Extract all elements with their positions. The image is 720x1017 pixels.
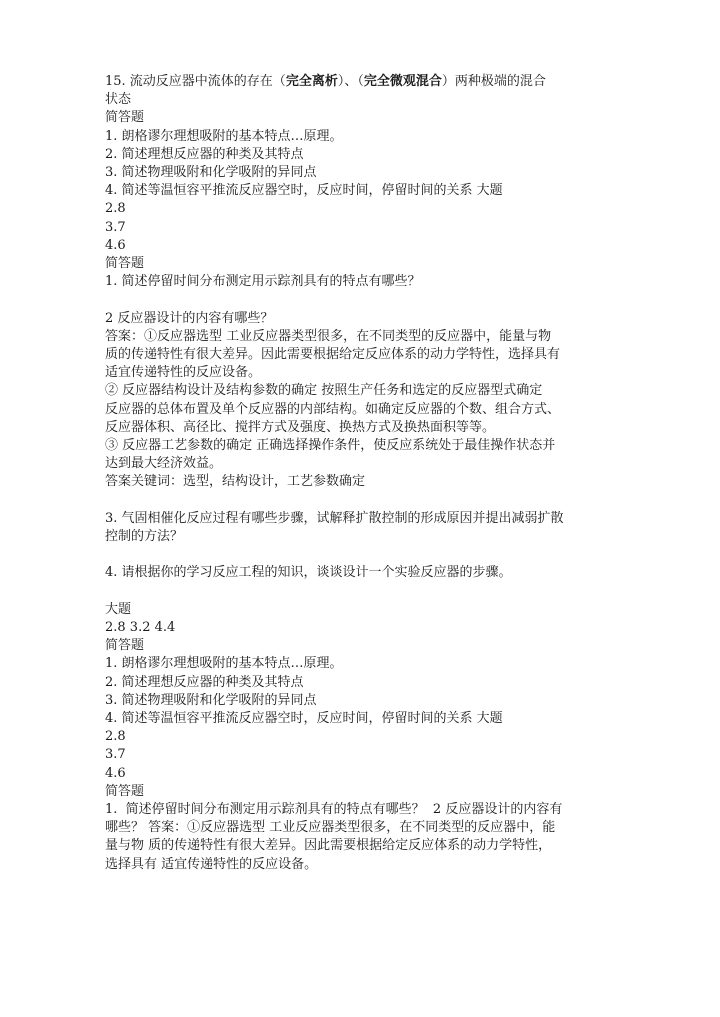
- blank-line: [105, 291, 620, 309]
- answer-line: 反应器体积、高径比、搅拌方式及强度、换热方式及换热面积等等。: [105, 419, 496, 435]
- list-item: 2. 简述理想反应器的种类及其特点: [105, 146, 304, 162]
- paragraph-line: 哪些？ 答案：①反应器选型 工业反应器类型很多，在不同类型的反应器中，能: [105, 820, 556, 836]
- document-body: [105, 73, 620, 874]
- list-item: 3. 简述物理吸附和化学吸附的异同点: [105, 165, 317, 181]
- list-item: 1. 朗格谬尔理想吸附的基本特点…原理。: [105, 128, 343, 144]
- section-heading: 简答题: [105, 638, 145, 654]
- list-item: 1. 朗格谬尔理想吸附的基本特点…原理。: [105, 656, 343, 672]
- paragraph-line: 选择具有 适宜传递特性的反应设备。: [105, 856, 318, 872]
- blank-line: [105, 583, 620, 601]
- list-item: 4. 简述等温恒容平推流反应器空时，反应时间，停留时间的关系 大题: [105, 183, 503, 199]
- list-item: 3. 简述物理吸附和化学吸附的异同点: [105, 692, 317, 708]
- blank-line: [105, 546, 620, 564]
- question-1: 1. 简述停留时间分布测定用示踪剂具有的特点有哪些？: [105, 274, 421, 290]
- question-3-cont: 控制的方法？: [105, 529, 184, 545]
- list-item: 2. 简述理想反应器的种类及其特点: [105, 674, 304, 690]
- answer-line: 质的传递特性有很大差异。因此需要根据给定反应体系的动力学特性，选择具有: [105, 347, 561, 363]
- number-line: 2.8 3.2 4.4: [105, 620, 176, 636]
- paragraph-line: 量与物 质的传递特性有很大差异。因此需要根据给定反应体系的动力学特性，: [105, 838, 552, 854]
- answer-line: 适宜传递特性的反应设备。: [105, 365, 262, 381]
- number-line: 3.7: [105, 219, 126, 235]
- answer-line: 达到最大经济效益。: [105, 456, 223, 472]
- question-4: 4. 请根据你的学习反应工程的知识，谈谈设计一个实验反应器的步骤。: [105, 565, 512, 581]
- q15-bold-2: 完全微观混合: [363, 74, 442, 89]
- q15-cont: 状态: [105, 92, 132, 108]
- number-line: 3.7: [105, 747, 126, 763]
- section-heading: 简答题: [105, 783, 145, 799]
- question-3: 3. 气固相催化反应过程有哪些步骤，试解释扩散控制的形成原因并提出减弱扩散: [105, 510, 564, 526]
- number-line: 2.8: [105, 729, 126, 745]
- question-2: 2 反应器设计的内容有哪些？: [105, 310, 274, 326]
- number-line: 4.6: [105, 237, 126, 253]
- section-heading: 简答题: [105, 256, 145, 272]
- answer-line: 答案：①反应器选型 工业反应器类型很多，在不同类型的反应器中，能量与物: [105, 328, 552, 344]
- q15-bold-1: 完全离析: [285, 74, 338, 89]
- q15-line: 15. 流动反应器中流体的存在（完全离析）、（完全微观混合）两种极端的混合: [105, 74, 546, 89]
- paragraph-line: 1. 简述停留时间分布测定用示踪剂具有的特点有哪些？ 2 反应器设计的内容有: [105, 802, 563, 818]
- blank-line: [105, 492, 620, 510]
- section-heading: 大题: [105, 601, 132, 617]
- list-item: 4. 简述等温恒容平推流反应器空时，反应时间，停留时间的关系 大题: [105, 711, 503, 727]
- answer-line: ③ 反应器工艺参数的确定 正确选择操作条件，使反应系统处于最佳操作状态并: [105, 438, 556, 454]
- answer-line: ② 反应器结构设计及结构参数的确定 按照生产任务和选定的反应器型式确定: [105, 383, 543, 399]
- number-line: 2.8: [105, 201, 126, 217]
- number-line: 4.6: [105, 765, 126, 781]
- section-heading: 简答题: [105, 110, 145, 126]
- answer-line: 反应器的总体布置及单个反应器的内部结构。如确定反应器的个数、组合方式、: [105, 401, 561, 417]
- answer-keywords: 答案关键词：选型，结构设计，工艺参数确定: [105, 474, 366, 490]
